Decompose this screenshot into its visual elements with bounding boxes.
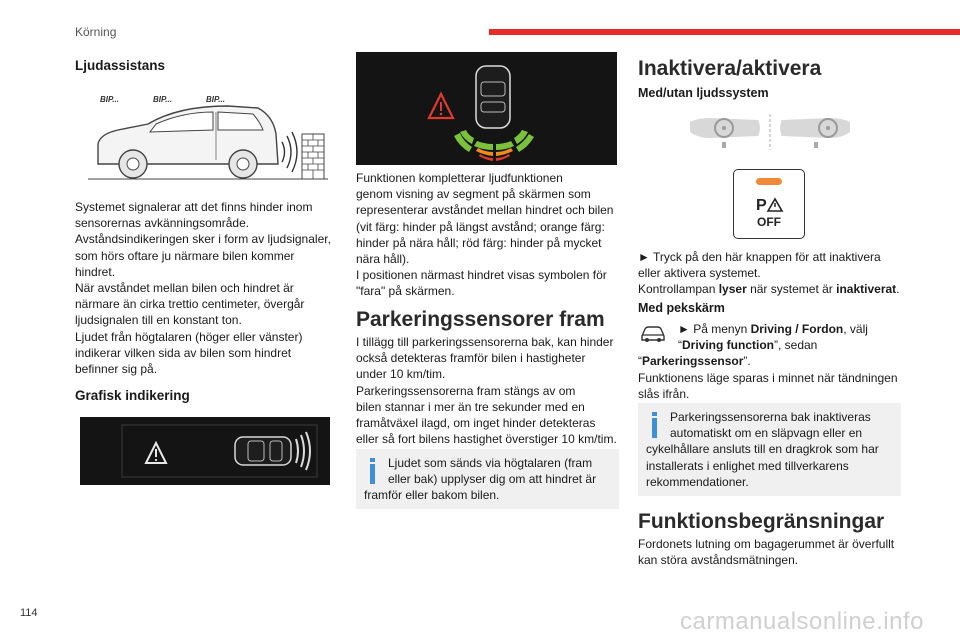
heading-sound-assist: Ljudassistans bbox=[75, 58, 166, 73]
sound-assist-text: Systemet signalerar att det finns hinder inom sensorernas avkänningsområde. Avståndsindikeringen sker i form av ljudsignaler, som hörs oftare ju närmare bilen kommer hindret. När avståndet mellan bilen och hindret är närmare än cirka trettio centimeter, övergår ljudsignalen till en konstant ton. Ljudet från högtalaren (höger eller vänster) indikerar vilken sida av bilen som hindret befinner sig på. bbox=[75, 200, 331, 377]
heading-limitations: Funktionsbegränsningar bbox=[638, 510, 885, 533]
info-box-speaker: Ljudet som sänds via högtalaren (fram eller bak) upplyser dig om att hindret är framför eller bakom bilen. bbox=[356, 449, 619, 509]
front-sensors-text: I tillägg till parkeringssensorerna bak, kan hinder också detekteras framför bilen i hastigheter under 10 km/tim. Parkeringssensorerna fram stängs av om bilen stannar i mer än tre sekunder med en framåtväxel ilagd, om inget hinder detekteras eller så fort bilens hastighet överstiger 10 km/tim. bbox=[356, 335, 617, 447]
indicator-lamp bbox=[756, 178, 782, 185]
heading-with-sound: Med/utan ljudssystem bbox=[638, 86, 769, 100]
car-beep-illustration bbox=[88, 86, 328, 186]
touchscreen-text: ► På menyn Driving / Fordon, välj “Driving function”, sedan “Parkeringssensor”. Funktionens läge sparas i minnet när tändningen slås ifrån. bbox=[638, 322, 898, 401]
graphic-indication-text: Funktionen kompletterar ljudfunktionen genom visning av segment på skärmen som representerar avståndet mellan hindret och bilen (vit färg: hinder på längst avstånd; orange färg: hinder på nära håll; röd färg: hinder på mycket nära håll). I positionen närmast hindret visas symbolen för "fara" på skärmen. bbox=[356, 171, 614, 299]
limitations-text: Fordonets lutning om bagagerummet är överfullt kan störa avståndsmätningen. bbox=[638, 537, 895, 568]
heading-graphic-indication: Grafisk indikering bbox=[75, 388, 190, 403]
beep-label: BIP... bbox=[206, 95, 225, 104]
heading-toggle: Inaktivera/aktivera bbox=[638, 57, 822, 80]
header-accent-bar bbox=[489, 29, 960, 35]
toggle-text: ► Tryck på den här knappen för att inaktivera eller aktivera systemet. Kontrollampan lyser när systemet är inaktiverat. bbox=[638, 250, 900, 297]
svg-text:P: P bbox=[756, 197, 767, 214]
side-display-image bbox=[80, 417, 330, 485]
header-section-title: Körning bbox=[75, 25, 117, 39]
top-display-image bbox=[356, 52, 617, 165]
watermark: carmanualsonline.info bbox=[680, 608, 924, 635]
park-sensor-off-button[interactable] bbox=[733, 169, 805, 239]
beep-label: BIP... bbox=[153, 95, 172, 104]
page-number: 114 bbox=[20, 607, 38, 619]
dashboard-location-icon bbox=[688, 112, 852, 152]
off-label: OFF bbox=[757, 215, 781, 229]
heading-front-sensors: Parkeringssensorer fram bbox=[356, 308, 605, 331]
info-box-trailer: Parkeringssensorerna bak inaktiveras automatiskt om en släpvagn eller en cykelhållare ansluts till en dragkrok som har installerats i enlighet med tillverkarens rekommendationer. bbox=[638, 403, 901, 496]
parking-warning-icon bbox=[754, 191, 784, 215]
heading-touchscreen: Med pekskärm bbox=[638, 301, 725, 315]
beep-label: BIP... bbox=[100, 95, 119, 104]
